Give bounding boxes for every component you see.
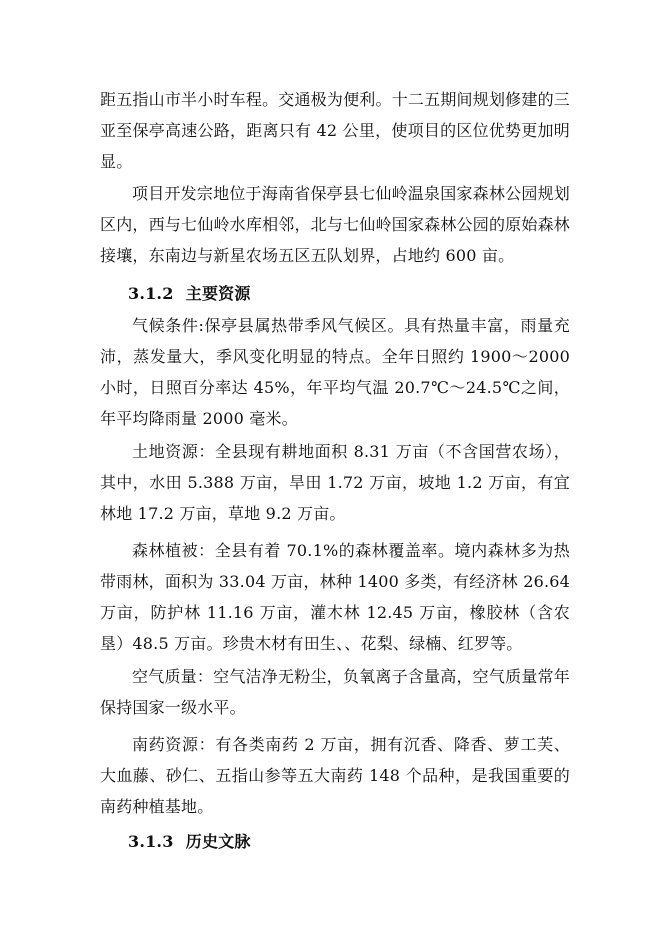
section-number: 3.1.2 — [128, 284, 174, 303]
paragraph-air-quality: 空气质量：空气洁净无粉尘，负氧离子含量高，空气质量常年保持国家一级水平。 — [100, 667, 570, 717]
section-title: 主要资源 — [185, 284, 251, 303]
paragraph-land-resources: 土地资源：全县现有耕地面积 8.31 万亩（不含国营农场），其中，水田 5.388 万亩，旱田 1.72 万亩，坡地 1.2 万亩，有宜林地 17.2 万亩，草地 9.2 万亩。 — [100, 442, 570, 523]
section-number: 3.1.3 — [128, 832, 174, 851]
paragraph-southern-medicine: 南药资源：有各类南药 2 万亩，拥有沉香、降香、萝工芙、大血藤、砂仁、五指山参等五大南药 148 个品种，是我国重要的南药种植基地。 — [100, 735, 570, 816]
paragraph-transport: 距五指山市半小时车程。交通极为便利。十二五期间规划修建的三亚至保亭高速公路，距离只有 42 公里，使项目的区位优势更加明显。 — [100, 90, 570, 171]
paragraph-climate: 气候条件:保亭县属热带季风气候区。具有热量丰富，雨量充沛，蒸发量大，季风变化明显的特点。全年日照约 1900～2000 小时，日照百分率达 45%，年平均气温 20.7℃～24.5℃之间，年平均降雨量 2000 毫米。 — [100, 316, 570, 428]
paragraph-site-location: 项目开发宗地位于海南省保亭县七仙岭温泉国家森林公园规划区内，西与七仙岭水库相邻，北与七仙岭国家森林公园的原始森林接壤，东南边与新星农场五区五队划界，占地约 600 亩。 — [100, 184, 570, 265]
paragraph-forest-vegetation: 森林植被：全县有着 70.1%的森林覆盖率。境内森林多为热带雨林，面积为 33.04 万亩，林种 1400 多类，有经济林 26.64 万亩，防护林 11.16 万亩，灌木林 12.45 万亩，橡胶林（含农垦）48.5 万亩。珍贵木材有田生、、花梨、绿楠、红罗等。 — [100, 541, 570, 653]
section-heading-history — [128, 826, 251, 857]
section-title: 历史文脉 — [185, 832, 251, 851]
section-heading-main-resources — [128, 278, 251, 309]
